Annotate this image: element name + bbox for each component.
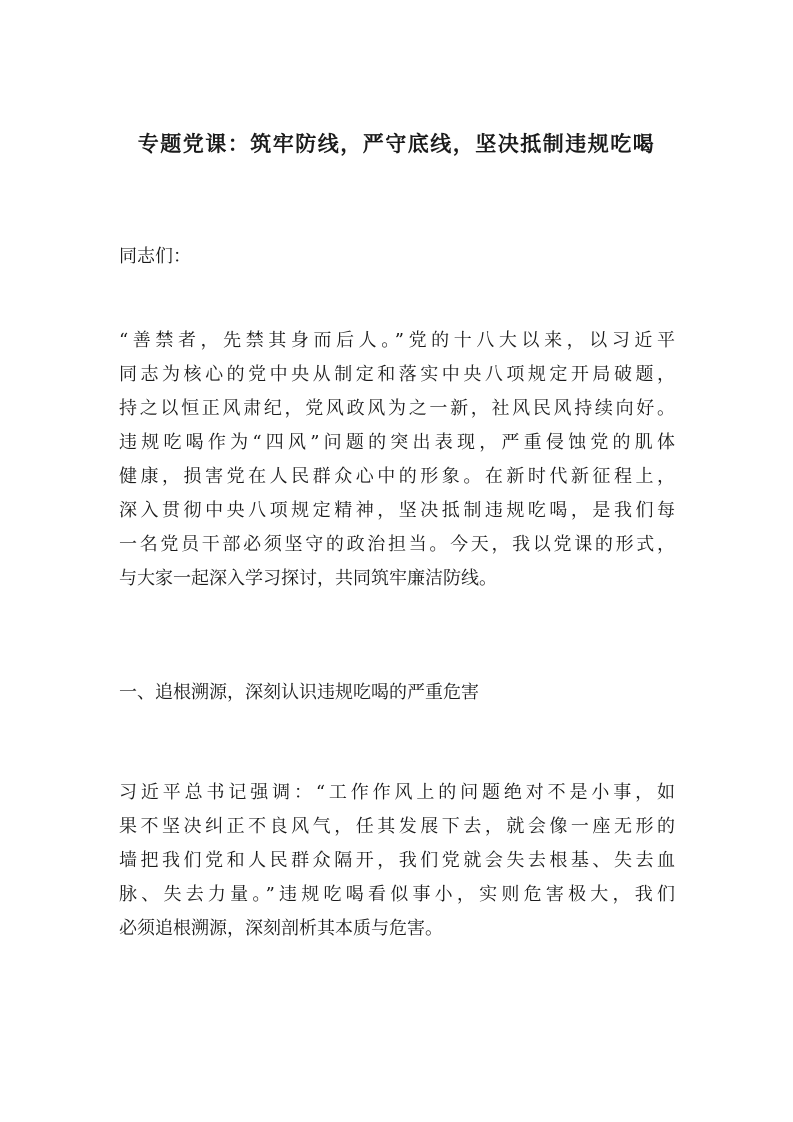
salutation: 同志们： [119,246,191,267]
text-line: 必须追根溯源，深刻剖析其本质与危害。 [119,918,443,939]
text-line: 违规吃喝作为“四风”问题的突出表现，严重侵蚀党的肌体 [119,432,675,453]
document-title: 专题党课：筑牢防线，严守底线，坚决抵制违规吃喝 [137,131,656,156]
paragraph-section1 [119,776,675,946]
text-line: 习近平总书记强调：“工作作风上的问题绝对不是小事，如 [119,782,675,803]
text-line: 深入贯彻中央八项规定精神，坚决抵制违规吃喝，是我们每 [119,500,675,521]
text-line: 持之以恒正风肃纪，党风政风为之一新，社风民风持续向好。 [119,398,675,419]
text-line: 果不坚决纠正不良风气，任其发展下去，就会像一座无形的 [119,816,675,837]
text-line: 同志为核心的党中央从制定和落实中央八项规定开局破题， [119,364,675,385]
text-line: 墙把我们党和人民群众隔开，我们党就会失去根基、失去血 [119,850,675,871]
text-line: 脉、失去力量。”违规吃喝看似事小，实则危害极大，我们 [119,884,675,905]
text-line: 一名党员干部必须坚守的政治担当。今天，我以党课的形式， [119,534,675,555]
text-line: “善禁者，先禁其身而后人。”党的十八大以来，以习近平 [119,330,675,351]
text-line: 与大家一起深入学习探讨，共同筑牢廉洁防线。 [119,568,497,589]
paragraph-intro [119,324,675,596]
text-line: 健康，损害党在人民群众心中的形象。在新时代新征程上， [119,466,675,487]
section-heading: 一、追根溯源，深刻认识违规吃喝的严重危害 [119,682,479,703]
